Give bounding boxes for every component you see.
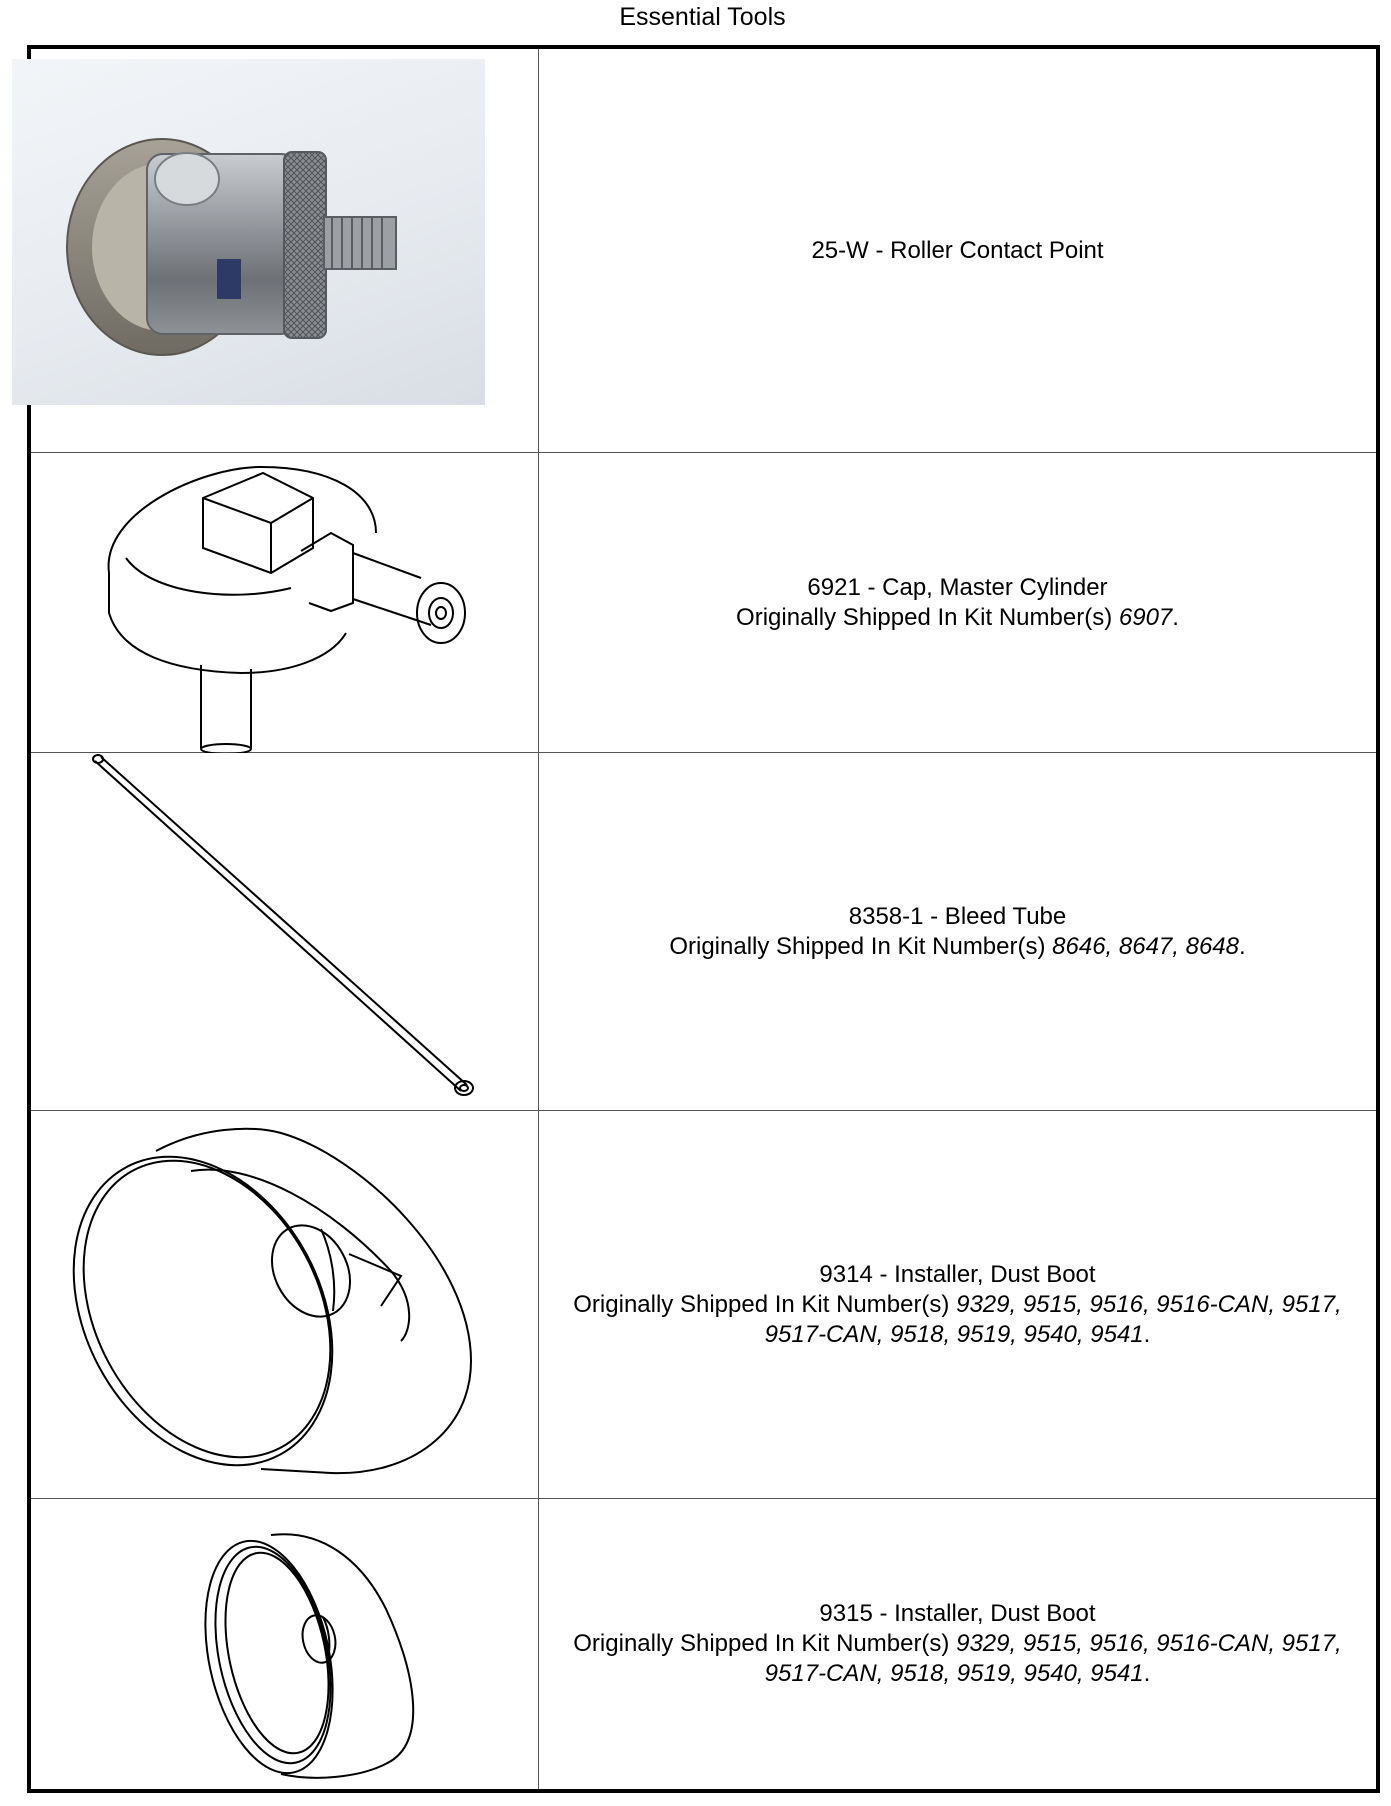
table-row xyxy=(31,453,1376,753)
tool-image-cell xyxy=(31,1111,539,1498)
dust-boot-installer-9314-drawing xyxy=(31,1111,539,1499)
kit-label: Originally Shipped In Kit Number(s) xyxy=(669,932,1053,960)
tool-name: 6921 - Cap, Master Cylinder xyxy=(807,573,1108,601)
tool-name: 8358-1 - Bleed Tube xyxy=(848,902,1067,930)
kit-numbers xyxy=(669,932,1245,962)
roller-contact-point-photo xyxy=(12,59,485,405)
tool-name: 25-W - Roller Contact Point xyxy=(811,236,1104,264)
kit-numbers xyxy=(553,1629,1362,1689)
bleed-tube-drawing xyxy=(31,753,539,1111)
tool-name: 9315 - Installer, Dust Boot xyxy=(819,1600,1096,1627)
table-row xyxy=(31,1499,1376,1789)
kit-list: 9329, 9515, 9516, 9516-CAN, 9517, 9517-CAN, 9518, 9519, 9540, 9541 xyxy=(764,1630,1342,1687)
page-title: Essential Tools xyxy=(619,3,786,31)
kit-suffix: . xyxy=(1143,1660,1151,1687)
dust-boot-installer-9315-drawing xyxy=(31,1499,539,1789)
kit-suffix: . xyxy=(1239,932,1246,960)
kit-suffix: . xyxy=(1143,1320,1151,1348)
tool-description xyxy=(539,49,1376,452)
tool-description xyxy=(539,453,1376,752)
tool-description xyxy=(539,1111,1376,1498)
tools-table xyxy=(27,45,1380,1793)
tool-image-cell xyxy=(31,753,539,1110)
kit-list: 9329, 9515, 9516, 9516-CAN, 9517, 9517-CAN, 9518, 9519, 9540, 9541 xyxy=(764,1290,1342,1348)
tool-image-cell xyxy=(31,1499,539,1789)
kit-list: 6907 xyxy=(1118,603,1173,631)
kit-numbers xyxy=(736,603,1179,633)
tool-name: 9314 - Installer, Dust Boot xyxy=(819,1260,1096,1288)
table-row xyxy=(31,49,1376,453)
tool-description xyxy=(539,1499,1376,1789)
tool-image-cell xyxy=(31,49,539,452)
kit-list: 8646, 8647, 8648 xyxy=(1052,932,1239,960)
kit-numbers xyxy=(553,1290,1362,1350)
table-row xyxy=(31,753,1376,1111)
kit-label: Originally Shipped In Kit Number(s) xyxy=(736,603,1119,631)
kit-suffix: . xyxy=(1172,603,1179,631)
kit-label: Originally Shipped In Kit Number(s) xyxy=(573,1630,957,1657)
table-row xyxy=(31,1111,1376,1499)
kit-label: Originally Shipped In Kit Number(s) xyxy=(573,1290,957,1318)
master-cylinder-cap-drawing xyxy=(31,453,539,753)
tool-image-cell xyxy=(31,453,539,752)
tool-description xyxy=(539,753,1376,1110)
